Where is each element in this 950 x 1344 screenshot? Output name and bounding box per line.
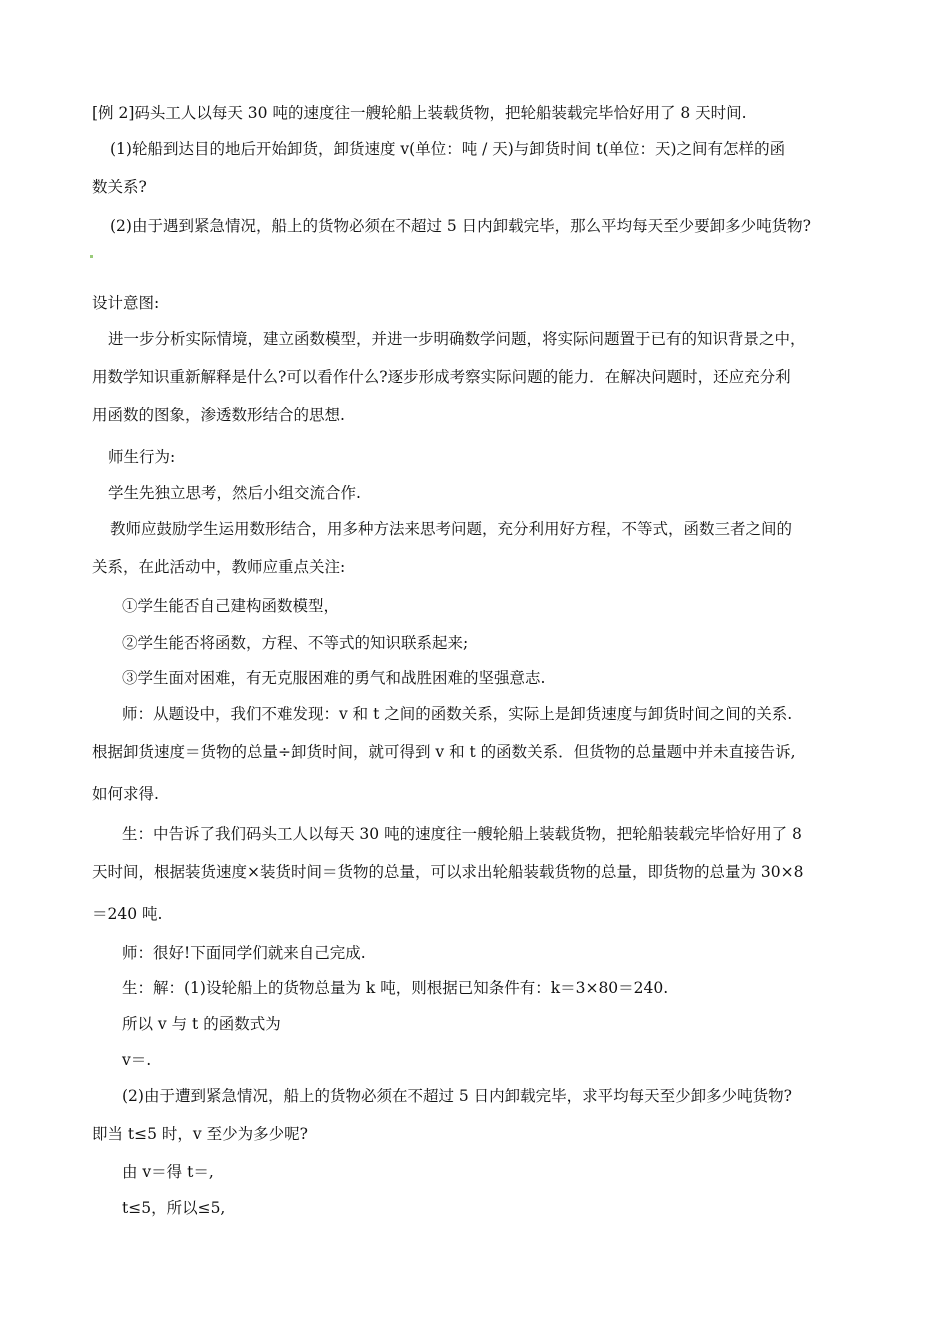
dialogue-line: 如何求得. (92, 785, 159, 803)
paragraph-line: 关系，在此活动中，教师应重点关注: (92, 558, 346, 576)
question-1-line-1: (1)轮船到达目的地后开始卸货，卸货速度 v(单位：吨 / 天)与卸货时间 t(单位：天)之间有怎样的函 (110, 140, 786, 158)
formula-line: 由 v＝得 t＝, (122, 1163, 214, 1181)
dialogue-line: 生：中告诉了我们码头工人以每天 30 吨的速度往一艘轮船上装载货物，把轮船装载完毕恰好用了 8 (122, 825, 802, 843)
solution-line: 所以 v 与 t 的函数式为 (122, 1015, 281, 1033)
solution-line: 即当 t≤5 时，v 至少为多少呢? (92, 1125, 308, 1143)
dialogue-line: 天时间，根据装货速度×装货时间＝货物的总量，可以求出轮船装载货物的总量，即货物的总量为 30×8 (92, 863, 804, 881)
list-item: ③学生面对困难，有无克服困难的勇气和战胜困难的坚强意志. (122, 669, 546, 687)
paragraph-line: 教师应鼓励学生运用数形结合，用多种方法来思考问题，充分利用好方程，不等式，函数三者之间的 (110, 520, 793, 538)
paragraph-line: 学生先独立思考，然后小组交流合作. (108, 484, 361, 502)
section-design-intent: 设计意图: (92, 294, 160, 312)
paragraph-line: 进一步分析实际情境，建立函数模型，并进一步明确数学问题，将实际问题置于已有的知识背景之中， (108, 330, 806, 348)
dialogue-line: 师：很好!下面同学们就来自己完成. (122, 944, 366, 962)
example-heading: [例 2]码头工人以每天 30 吨的速度往一艘轮船上装载货物，把轮船装载完毕恰好用了 8 天时间. (92, 104, 747, 122)
question-1-line-2: 数关系? (92, 178, 147, 196)
list-item: ①学生能否自己建构函数模型， (122, 597, 340, 615)
solution-line: (2)由于遭到紧急情况，船上的货物必须在不超过 5 日内卸载完毕，求平均每天至少卸多少吨货物? (122, 1087, 792, 1105)
paragraph-line: 用函数的图象，渗透数形结合的思想. (92, 406, 345, 424)
paragraph-line: 用数学知识重新解释是什么?可以看作什么?逐步形成考察实际问题的能力．在解决问题时，还应充分利 (92, 368, 791, 386)
dialogue-line: 根据卸货速度＝货物的总量÷卸货时间，就可得到 v 和 t 的函数关系．但货物的总量题中并未直接告诉, (92, 743, 796, 761)
formula-line: t≤5，所以≤5, (122, 1199, 226, 1217)
formula-line: v＝. (122, 1051, 152, 1069)
solution-line: 生：解：(1)设轮船上的货物总量为 k 吨，则根据已知条件有：k＝3×80＝240. (122, 979, 669, 997)
dialogue-line: 师：从题设中，我们不难发现：v 和 t 之间的函数关系，实际上是卸货速度与卸货时间之间的关系. (122, 705, 793, 723)
stray-mark (90, 255, 93, 258)
dialogue-line: ＝240 吨. (92, 905, 163, 923)
list-item: ②学生能否将函数，方程、不等式的知识联系起来; (122, 634, 469, 652)
section-teacher-student-behavior: 师生行为: (108, 448, 176, 466)
question-2: (2)由于遇到紧急情况，船上的货物必须在不超过 5 日内卸载完毕，那么平均每天至少要卸多少吨货物? (110, 217, 811, 235)
